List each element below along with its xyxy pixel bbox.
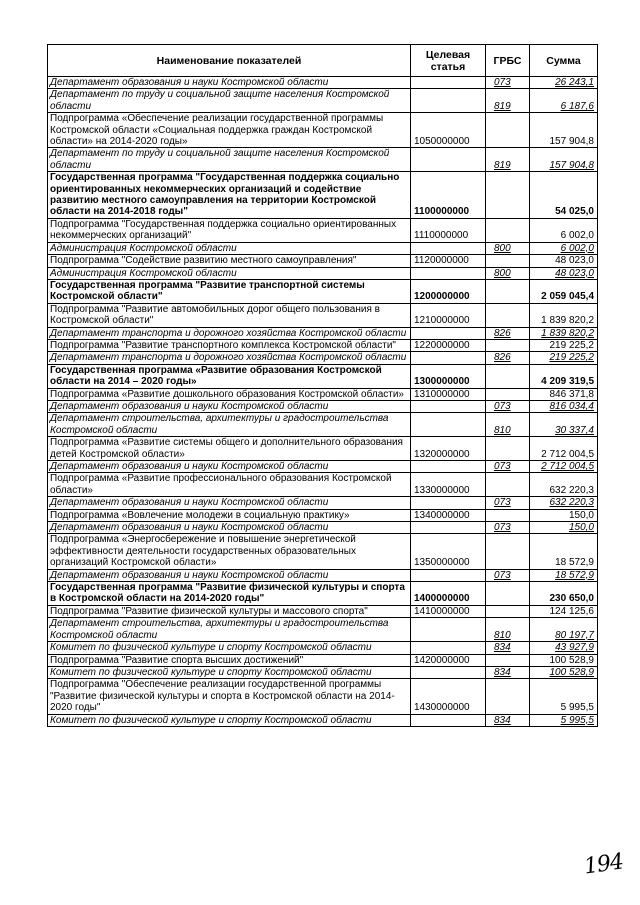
header-code: Целевая статья (411, 45, 486, 77)
row-name-cell: Подпрограмма «Энергосбережение и повышение энергетической эффективности деятельности государственных образовательных организаций Костромской области» (48, 534, 411, 569)
row-grbs-cell (486, 388, 530, 400)
row-code-cell: 1350000000 (411, 534, 486, 569)
row-name-cell: Департамент образования и науки Костромской области (48, 569, 411, 581)
table-row (48, 679, 598, 714)
row-code-cell: 1110000000 (411, 218, 486, 242)
row-code-cell: 1430000000 (411, 679, 486, 714)
page-number: 194 (582, 849, 625, 880)
table-row (48, 473, 598, 497)
row-sum-cell: 48 023,0 (530, 267, 598, 279)
row-code-cell: 1210000000 (411, 303, 486, 327)
table-row (48, 255, 598, 267)
row-sum-cell: 6 002,0 (530, 218, 598, 242)
header-sum: Сумма (530, 45, 598, 77)
row-sum-cell: 846 371,8 (530, 388, 598, 400)
row-name-cell: Подпрограмма "Развитие спорта высших достижений" (48, 654, 411, 666)
row-name-cell: Комитет по физической культуре и спорту Костромской области (48, 642, 411, 654)
table-row (48, 303, 598, 327)
table-row (48, 413, 598, 437)
row-name-cell: Департамент по труду и социальной защите населения Костромской области (48, 89, 411, 113)
row-name-cell: Департамент образования и науки Костромской области (48, 461, 411, 473)
row-code-cell: 1050000000 (411, 113, 486, 148)
row-grbs-cell: 073 (486, 569, 530, 581)
row-sum-cell: 632 220,3 (530, 497, 598, 509)
row-sum-cell: 632 220,3 (530, 473, 598, 497)
row-code-cell (411, 77, 486, 89)
row-code-cell (411, 400, 486, 412)
row-grbs-cell (486, 303, 530, 327)
row-grbs-cell: 834 (486, 714, 530, 726)
row-code-cell: 1340000000 (411, 509, 486, 521)
row-code-cell (411, 618, 486, 642)
table-row (48, 605, 598, 617)
row-sum-cell: 2 712 004,5 (530, 437, 598, 461)
table-row (48, 218, 598, 242)
row-grbs-cell: 073 (486, 461, 530, 473)
table-row (48, 113, 598, 148)
row-name-cell: Департамент образования и науки Костромской области (48, 77, 411, 89)
row-sum-cell: 230 650,0 (530, 582, 598, 606)
row-name-cell: Подпрограмма «Развитие системы общего и дополнительного образования детей Костромской области» (48, 437, 411, 461)
table-row (48, 437, 598, 461)
row-code-cell: 1400000000 (411, 582, 486, 606)
row-sum-cell: 26 243,1 (530, 77, 598, 89)
row-code-cell (411, 148, 486, 172)
row-grbs-cell: 834 (486, 642, 530, 654)
row-grbs-cell: 826 (486, 327, 530, 339)
row-code-cell: 1420000000 (411, 654, 486, 666)
row-name-cell: Департамент строительства, архитектуры и градостроительства Костромской области (48, 413, 411, 437)
row-code-cell (411, 569, 486, 581)
row-grbs-cell: 826 (486, 352, 530, 364)
row-code-cell (411, 413, 486, 437)
row-grbs-cell (486, 582, 530, 606)
table-row (48, 400, 598, 412)
row-sum-cell: 6 187,6 (530, 89, 598, 113)
row-sum-cell: 100 528,9 (530, 654, 598, 666)
row-code-cell: 1200000000 (411, 279, 486, 303)
table-row (48, 654, 598, 666)
row-sum-cell: 2 059 045,4 (530, 279, 598, 303)
row-grbs-cell: 073 (486, 400, 530, 412)
row-sum-cell: 48 023,0 (530, 255, 598, 267)
row-name-cell: Администрация Костромской области (48, 242, 411, 254)
row-code-cell (411, 352, 486, 364)
row-code-cell (411, 642, 486, 654)
header-name: Наименование показателей (48, 45, 411, 77)
budget-table-container (47, 44, 598, 727)
row-grbs-cell: 810 (486, 413, 530, 437)
row-name-cell: Департамент образования и науки Костромской области (48, 522, 411, 534)
table-row (48, 172, 598, 219)
row-sum-cell: 150,0 (530, 522, 598, 534)
table-row (48, 714, 598, 726)
row-name-cell: Подпрограмма «Развитие дошкольного образования Костромской области» (48, 388, 411, 400)
row-sum-cell: 1 839 820,2 (530, 303, 598, 327)
row-name-cell: Комитет по физической культуре и спорту Костромской области (48, 714, 411, 726)
row-name-cell: Подпрограмма "Развитие физической культуры и массового спорта" (48, 605, 411, 617)
row-name-cell: Комитет по физической культуре и спорту Костромской области (48, 666, 411, 678)
row-sum-cell: 4 209 319,5 (530, 364, 598, 388)
row-name-cell: Подпрограмма "Обеспечение реализации государственной программы "Развитие физической культуры и спорта в Костромской области на 2014-2020 годы" (48, 679, 411, 714)
table-header-row (48, 45, 598, 77)
row-grbs-cell: 834 (486, 666, 530, 678)
table-row (48, 242, 598, 254)
row-code-cell (411, 497, 486, 509)
row-name-cell: Подпрограмма «Вовлечение молодежи в социальную практику» (48, 509, 411, 521)
header-grbs: ГРБС (486, 45, 530, 77)
table-row (48, 148, 598, 172)
row-code-cell: 1120000000 (411, 255, 486, 267)
row-sum-cell: 157 904,8 (530, 113, 598, 148)
row-code-cell: 1330000000 (411, 473, 486, 497)
row-sum-cell: 157 904,8 (530, 148, 598, 172)
row-sum-cell: 100 528,9 (530, 666, 598, 678)
row-sum-cell: 150,0 (530, 509, 598, 521)
row-sum-cell: 1 839 820,2 (530, 327, 598, 339)
table-row (48, 534, 598, 569)
table-row (48, 339, 598, 351)
row-grbs-cell: 810 (486, 618, 530, 642)
row-name-cell: Подпрограмма "Развитие автомобильных дорог общего пользования в Костромской области" (48, 303, 411, 327)
row-grbs-cell (486, 679, 530, 714)
row-code-cell: 1410000000 (411, 605, 486, 617)
row-grbs-cell: 819 (486, 148, 530, 172)
row-grbs-cell (486, 255, 530, 267)
row-name-cell: Департамент транспорта и дорожного хозяйства Костромской области (48, 352, 411, 364)
table-row (48, 522, 598, 534)
row-grbs-cell (486, 509, 530, 521)
row-grbs-cell (486, 364, 530, 388)
row-code-cell: 1310000000 (411, 388, 486, 400)
row-grbs-cell (486, 654, 530, 666)
table-row (48, 77, 598, 89)
row-code-cell (411, 461, 486, 473)
table-row (48, 352, 598, 364)
row-grbs-cell (486, 218, 530, 242)
row-name-cell: Подпрограмма "Государственная поддержка социально ориентированных некоммерческих организаций" (48, 218, 411, 242)
row-sum-cell: 54 025,0 (530, 172, 598, 219)
table-row (48, 89, 598, 113)
row-sum-cell: 30 337,4 (530, 413, 598, 437)
row-code-cell (411, 522, 486, 534)
row-name-cell: Департамент образования и науки Костромской области (48, 400, 411, 412)
table-row (48, 569, 598, 581)
row-grbs-cell (486, 473, 530, 497)
table-row (48, 327, 598, 339)
row-code-cell: 1320000000 (411, 437, 486, 461)
row-code-cell: 1100000000 (411, 172, 486, 219)
table-row (48, 279, 598, 303)
row-sum-cell: 2 712 004,5 (530, 461, 598, 473)
row-sum-cell: 43 927,9 (530, 642, 598, 654)
budget-table (47, 44, 598, 727)
row-sum-cell: 6 002,0 (530, 242, 598, 254)
row-grbs-cell (486, 605, 530, 617)
row-sum-cell: 124 125,6 (530, 605, 598, 617)
table-row (48, 642, 598, 654)
row-grbs-cell (486, 279, 530, 303)
row-name-cell: Департамент строительства, архитектуры и градостроительства Костромской области (48, 618, 411, 642)
row-grbs-cell: 819 (486, 89, 530, 113)
table-row (48, 461, 598, 473)
table-row (48, 267, 598, 279)
row-grbs-cell (486, 113, 530, 148)
table-row (48, 582, 598, 606)
row-grbs-cell: 073 (486, 77, 530, 89)
row-sum-cell: 18 572,9 (530, 534, 598, 569)
row-name-cell: Государственная программа "Государственная поддержка социально ориентированных некоммерческих организаций и содействие развитию местного самоуправления на территории Костромской области на 2014-2018 годы" (48, 172, 411, 219)
row-code-cell (411, 666, 486, 678)
row-sum-cell: 5 995,5 (530, 714, 598, 726)
row-grbs-cell: 800 (486, 242, 530, 254)
row-grbs-cell (486, 172, 530, 219)
table-row (48, 364, 598, 388)
table-row (48, 497, 598, 509)
row-name-cell: Департамент по труду и социальной защите населения Костромской области (48, 148, 411, 172)
row-code-cell (411, 327, 486, 339)
row-sum-cell: 80 197,7 (530, 618, 598, 642)
row-sum-cell: 18 572,9 (530, 569, 598, 581)
row-grbs-cell (486, 339, 530, 351)
row-sum-cell: 219 225,2 (530, 352, 598, 364)
row-sum-cell: 816 034,4 (530, 400, 598, 412)
row-name-cell: Государственная программа "Развитие транспортной системы Костромской области" (48, 279, 411, 303)
table-row (48, 388, 598, 400)
row-code-cell (411, 714, 486, 726)
row-sum-cell: 5 995,5 (530, 679, 598, 714)
row-grbs-cell (486, 534, 530, 569)
row-code-cell (411, 242, 486, 254)
row-name-cell: Подпрограмма «Развитие профессионального образования Костромской области» (48, 473, 411, 497)
row-grbs-cell: 800 (486, 267, 530, 279)
row-name-cell: Администрация Костромской области (48, 267, 411, 279)
row-code-cell: 1300000000 (411, 364, 486, 388)
row-code-cell: 1220000000 (411, 339, 486, 351)
row-code-cell (411, 267, 486, 279)
row-grbs-cell: 073 (486, 522, 530, 534)
table-row (48, 618, 598, 642)
row-name-cell: Подпрограмма «Обеспечение реализации государственной программы Костромской области «Социальная поддержка граждан Костромской области» на 2014-2020 годы» (48, 113, 411, 148)
row-name-cell: Государственная программа "Развитие физической культуры и спорта в Костромской области на 2014-2020 годы" (48, 582, 411, 606)
row-name-cell: Департамент транспорта и дорожного хозяйства Костромской области (48, 327, 411, 339)
table-row (48, 666, 598, 678)
row-name-cell: Департамент образования и науки Костромской области (48, 497, 411, 509)
row-name-cell: Подпрограмма "Содействие развитию местного самоуправления" (48, 255, 411, 267)
row-name-cell: Подпрограмма "Развитие транспортного комплекса Костромской области" (48, 339, 411, 351)
table-row (48, 509, 598, 521)
row-grbs-cell (486, 437, 530, 461)
row-name-cell: Государственная программа «Развитие образования Костромской области на 2014 – 2020 годы» (48, 364, 411, 388)
row-code-cell (411, 89, 486, 113)
row-sum-cell: 219 225,2 (530, 339, 598, 351)
row-grbs-cell: 073 (486, 497, 530, 509)
